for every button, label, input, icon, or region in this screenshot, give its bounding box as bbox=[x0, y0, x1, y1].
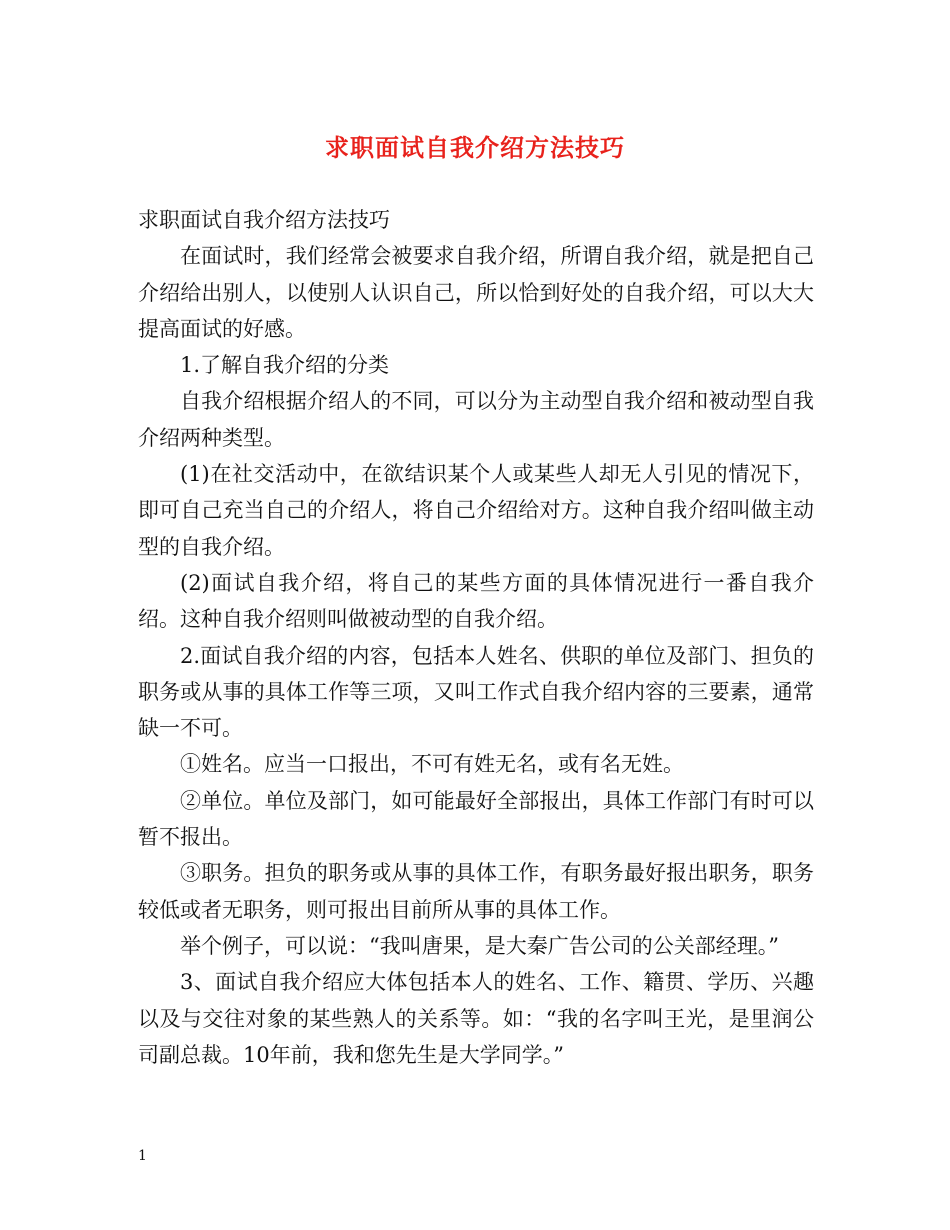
document-title: 求职面试自我介绍方法技巧 bbox=[325, 133, 625, 162]
document-body bbox=[138, 202, 814, 1073]
paragraph-passive-type: (2)面试自我介绍，将自己的某些方面的具体情况进行一番自我介绍。这种自我介绍则叫做被动型的自我介绍。 bbox=[138, 570, 814, 632]
paragraph-active-type: (1)在社交活动中，在欲结识某个人或某些人却无人引见的情况下，即可自己充当自己的介绍人，将自己介绍给对方。这种自我介绍叫做主动型的自我介绍。 bbox=[138, 462, 814, 559]
page-number: 1 bbox=[138, 1148, 147, 1164]
list-item-unit: ②单位。单位及部门，如可能最好全部报出，具体工作部门有时可以暂不报出。 bbox=[138, 788, 814, 850]
paragraph-example: 举个例子，可以说：“我叫唐果，是大秦广告公司的公关部经理。” bbox=[180, 933, 779, 958]
list-item-position: ③职务。担负的职务或从事的具体工作，有职务最好报出职务，职务较低或者无职务，则可报出目前所从事的具体工作。 bbox=[138, 861, 814, 922]
list-item-name: ①姓名。应当一口报出，不可有姓无名，或有名无姓。 bbox=[180, 752, 684, 777]
section-heading-2: 2.面试自我介绍的内容，包括本人姓名、供职的单位及部门、担负的职务或从事的具体工作等三项，又叫工作式自我介绍内容的三要素，通常缺一不可。 bbox=[138, 643, 814, 741]
subtitle-line: 求职面试自我介绍方法技巧 bbox=[138, 208, 390, 232]
section-heading-3: 3、面试自我介绍应大体包括本人的姓名、工作、籍贯、学历、兴趣以及与交往对象的某些熟人的关系等。如：“我的名字叫王光，是里润公司副总裁。10年前，我和您先生是大学同学。” bbox=[138, 970, 814, 1067]
section-heading-1: 1.了解自我介绍的分类 bbox=[180, 353, 390, 378]
paragraph-classification: 自我介绍根据介绍人的不同，可以分为主动型自我介绍和被动型自我介绍两种类型。 bbox=[138, 389, 814, 450]
paragraph-intro: 在面试时，我们经常会被要求自我介绍，所谓自我介绍，就是把自己介绍给出别人，以使别人认识自己，所以恰到好处的自我介绍，可以大大提高面试的好感。 bbox=[138, 244, 814, 341]
